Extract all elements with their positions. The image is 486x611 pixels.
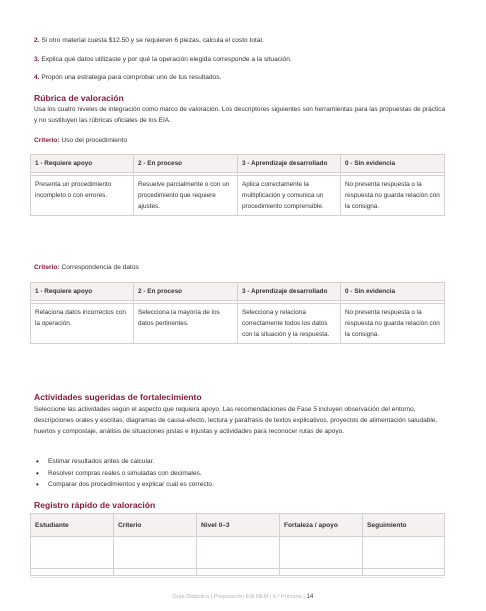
- descriptor-level-1: Presenta un procedimiento incompleto o con errores.: [31, 176, 134, 216]
- criterion-2-heading: [34, 264, 139, 271]
- register-cell[interactable]: [197, 569, 280, 576]
- register-cell[interactable]: [363, 569, 445, 576]
- register-table: [30, 513, 445, 576]
- activities-intro: Seleccione las actividades según el aspecto que requiera apoyo. Las recomendaciones de Fase 5 incluyen observación del entorno, descripciones orales y escritas, diagramas de causa-efecto, lectura y paráfrasis de textos explicativos, proyectos de alimentación saludable, huertos y compostaje, análisis de situaciones justas e injustas y actividades para reconocer rutas de apoyo.: [34, 406, 438, 435]
- header-level-1: 1 - Requiere apoyo: [31, 155, 134, 173]
- register-cell[interactable]: [280, 569, 363, 576]
- question-text: Si otro material cuesta $12.50 y se requieren 6 piezas, calcula el costo total.: [41, 37, 264, 44]
- activities-list: [34, 456, 214, 491]
- header-level-2: 2 - En proceso: [134, 283, 238, 301]
- rubric-header-row: [31, 155, 445, 173]
- header-level-3: 3 - Aprendizaje desarrollado: [238, 283, 341, 301]
- descriptor-level-3: Aplica correctamente la multiplicación y comunica un procedimiento comprensible.: [238, 176, 341, 216]
- criterion-name: Correspondencia de datos: [61, 264, 139, 271]
- descriptor-level-1: Relaciona datos incorrectos con la operación.: [31, 304, 134, 344]
- register-cell[interactable]: [363, 537, 445, 569]
- question-3: [34, 56, 292, 64]
- question-number: 4.: [34, 74, 40, 81]
- register-cell[interactable]: [31, 537, 114, 569]
- question-4: [34, 74, 221, 82]
- table-row: [31, 569, 445, 576]
- question-text: Explica qué datos utilizaste y por qué la operación elegida corresponde a la situación.: [41, 56, 292, 63]
- header-level-0: 0 - Sin evidencia: [341, 283, 445, 301]
- register-title: Registro rápido de valoración: [34, 500, 156, 510]
- register-cell[interactable]: [280, 537, 363, 569]
- descriptor-level-2: Resuelve parcialmente o con un procedimiento que requiere ajustes.: [134, 176, 238, 216]
- register-header-row: [31, 514, 445, 537]
- descriptor-level-3: Selecciona y relaciona correctamente todos los datos con la situación y la respuesta.: [238, 304, 341, 344]
- criterion-name: Uso del procedimiento: [61, 137, 128, 144]
- rubric-descriptor-row: [31, 304, 445, 344]
- criterion-1-heading: [34, 137, 127, 144]
- header-level-0: 0 - Sin evidencia: [341, 155, 445, 173]
- register-cell[interactable]: [31, 569, 114, 576]
- header-level-3: 3 - Aprendizaje desarrollado: [238, 155, 341, 173]
- question-text: Propón una estrategia para comprobar uno de tus resultados.: [41, 74, 222, 81]
- rubric-table-data: [30, 282, 445, 344]
- rubric-descriptor-row: [31, 176, 445, 216]
- page-number: 14: [306, 593, 314, 600]
- list-item: • Resolver compras reales o simuladas con decimales.: [48, 468, 214, 480]
- header-level-2: 2 - En proceso: [134, 155, 238, 173]
- register-cell[interactable]: [197, 537, 280, 569]
- rubric-header-row: [31, 283, 445, 301]
- header-level-1: 1 - Requiere apoyo: [31, 283, 134, 301]
- footer-text: Guía Didáctica | Preparación EIA NEM | 6.º Primaria |: [172, 594, 305, 600]
- question-number: 3.: [34, 56, 40, 63]
- header-strength: Fortaleza / apoyo: [280, 514, 363, 537]
- register-cell[interactable]: [114, 569, 197, 576]
- header-criterion: Criterio: [114, 514, 197, 537]
- descriptor-level-2: Selecciona la mayoría de los datos pertinentes.: [134, 304, 238, 344]
- rubric-title: Rúbrica de valoración: [34, 93, 124, 103]
- question-2: [34, 37, 264, 45]
- list-item: • Comparar dos procedimientos y explicar cuál es correcto.: [48, 479, 214, 491]
- footer-divider: [30, 577, 444, 578]
- header-student: Estudiante: [31, 514, 114, 537]
- descriptor-level-0: No presenta respuesta o la respuesta no guarda relación con la consigna.: [341, 176, 445, 216]
- header-followup: Seguimiento: [363, 514, 445, 537]
- table-row: [31, 537, 445, 569]
- criterion-label: Criterio:: [34, 137, 60, 144]
- register-cell[interactable]: [114, 537, 197, 569]
- descriptor-level-0: No presenta respuesta o la respuesta no guarda relación con la consigna.: [341, 304, 445, 344]
- activities-title: Actividades sugeridas de fortalecimiento: [34, 392, 202, 402]
- header-level: Nivel 0–3: [197, 514, 280, 537]
- rubric-table-procedure: [30, 154, 445, 216]
- criterion-label: Criterio:: [34, 264, 60, 271]
- page-footer: [0, 593, 486, 600]
- rubric-intro: Usa los cuatro niveles de integración como marco de valoración. Los descriptores siguientes son herramientas para las propuestas de práctica y no sustituyen las rúbricas oficiales de los EIA.: [34, 106, 446, 124]
- list-item: • Estimar resultados antes de calcular.: [48, 456, 214, 468]
- question-number: 2.: [34, 37, 40, 44]
